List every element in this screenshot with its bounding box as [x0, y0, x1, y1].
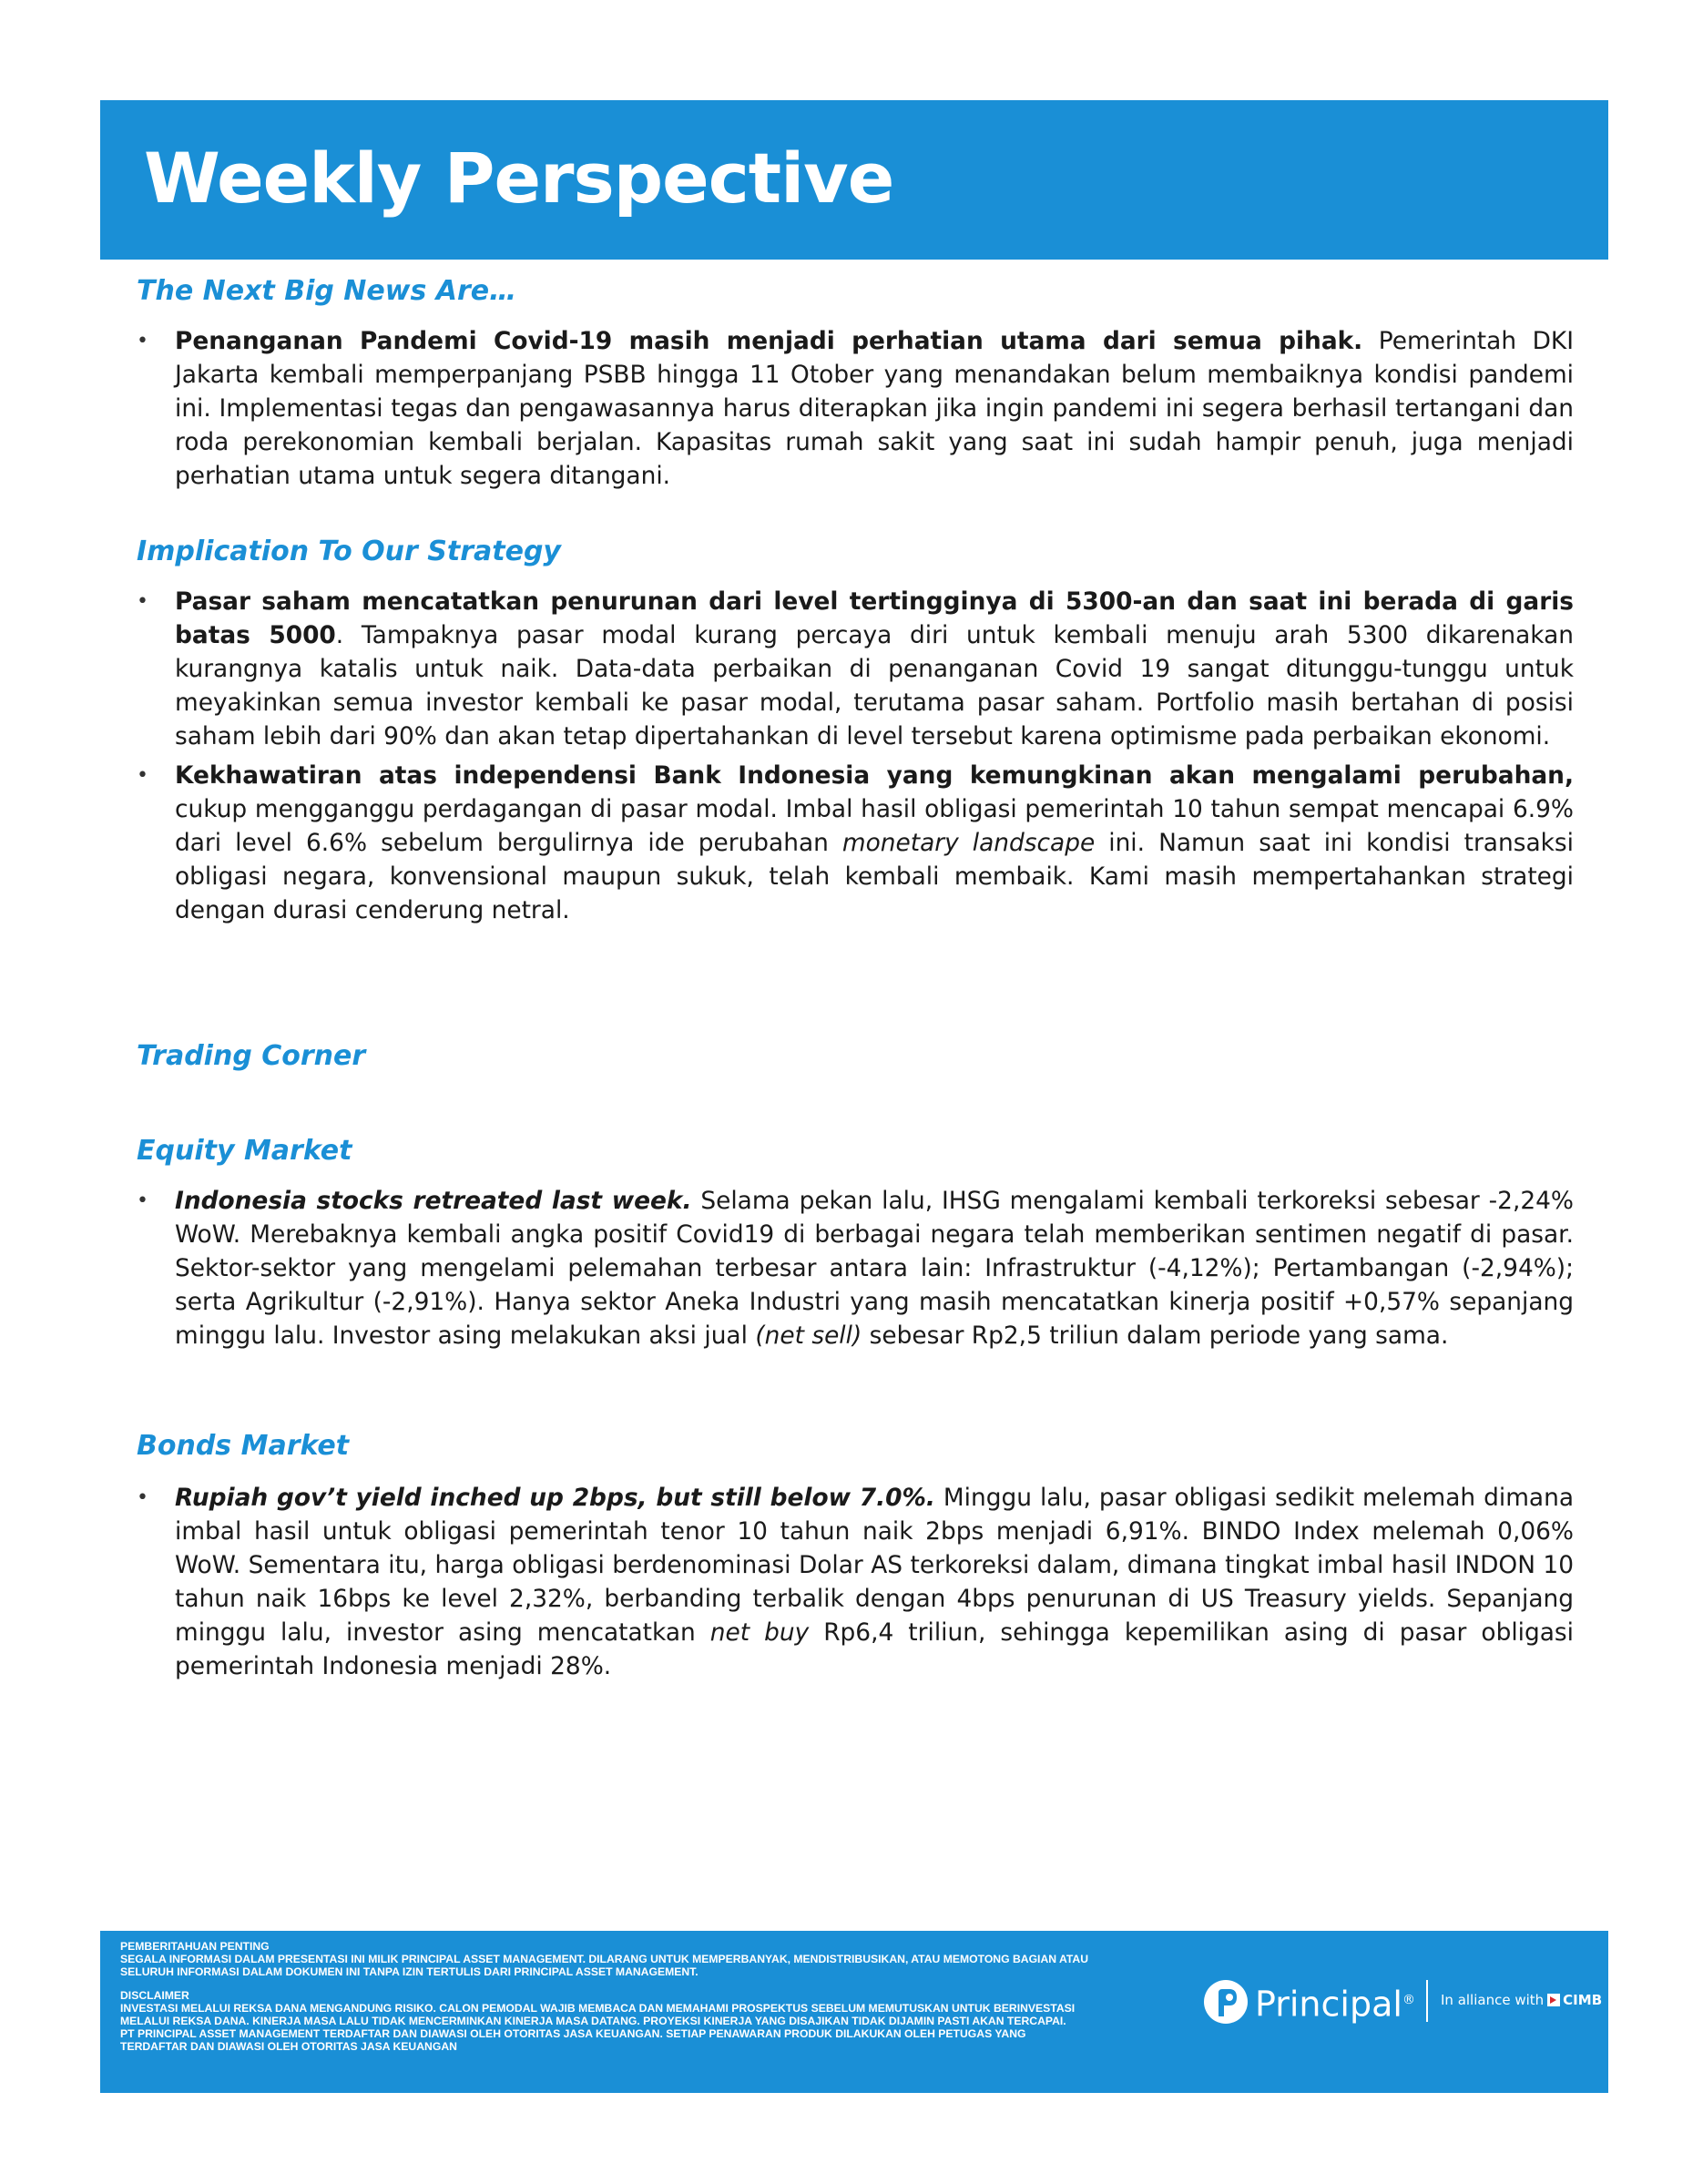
bullet-text: cukup mengganggu perdagangan di pasar modal. Imbal hasil obligasi pemerintah 10 tahun sempat mencapai 6.9% dari level 6.6% sebelum bergulirnya ide perubahan: [175, 795, 1574, 857]
bullet-italic-term: (net sell): [755, 1322, 862, 1350]
heading-next-big-news: The Next Big News Are…: [137, 275, 517, 307]
heading-implication: Implication To Our Strategy: [137, 536, 561, 567]
bullet-text: . Tampaknya pasar modal kurang percaya diri untuk kembali menuju arah 5300 dikarenakan kurangnya katalis untuk naik. Data-data perbaikan di penanganan Covid 19 sangat ditunggu-tunggu untuk meyakinkan semua investor kembali ke pasar modal, terutama pasar saham. Portfolio masih bertahan di posisi saham lebih dari 90% dan akan tetap dipertahankan di level tersebut karena optimisme pada perbaikan ekonomi.: [175, 621, 1574, 750]
alliance-note: [1441, 1991, 1602, 2009]
bullet-text: sebesar Rp2,5 triliun dalam periode yang sama.: [862, 1322, 1449, 1350]
disclaimer-line: PT PRINCIPAL ASSET MANAGEMENT TERDAFTAR DAN DIAWASI OLEH OTORITAS JASA KEUANGAN. SETIAP PENAWARAN PRODUK DILAKUKAN OLEH PETUGAS YANG: [120, 2027, 1026, 2040]
bullet-italic-term: monetary landscape: [841, 829, 1096, 857]
list-item: [137, 585, 1574, 753]
bullet-bold-lead: Indonesia stocks retreated last week.: [175, 1187, 692, 1215]
cimb-text: CIMB: [1563, 1992, 1603, 2008]
disclaimer-title: DISCLAIMER: [120, 1989, 189, 2002]
bullet-text: Pemerintah DKI Jakarta kembali memperpanjang PSBB hingga 11 Otober yang menandakan belum membaiknya kondisi pandemi ini. Implementasi tegas dan pengawasannya harus diterapkan jika ingin pandemi ini segera berhasil tertangani dan roda perekonomian kembali berjalan. Kapasitas rumah sakit yang saat ini sudah hampir penuh, juga menjadi perhatian utama untuk segera ditangani.: [175, 327, 1574, 490]
disclaimer-line: MELALUI REKSA DANA. KINERJA MASA LALU TIDAK MENCERMINKAN KINERJA MASA DATANG. PROYEKSI KINERJA YANG DISAJIKAN TIDAK DIJAMIN PASTI AKAN TERCAPAI.: [120, 2015, 1066, 2027]
logo-text: Principal: [1255, 1984, 1402, 2025]
list-item: [137, 1184, 1574, 1352]
header-banner: [100, 100, 1608, 260]
implication-list: [137, 585, 1574, 927]
principal-mark-icon: [1202, 1978, 1249, 2026]
footer-banner: [100, 1931, 1608, 2093]
page-title: Weekly Perspective: [144, 138, 894, 219]
heading-trading-corner: Trading Corner: [137, 1040, 366, 1072]
list-item: [137, 1481, 1574, 1683]
heading-equity-market: Equity Market: [137, 1135, 352, 1167]
disclaimer-line: TERDAFTAR DAN DIAWASI OLEH OTORITAS JASA KEUANGAN: [120, 2040, 457, 2053]
cimb-mark-icon: [1547, 1994, 1560, 2006]
bullet-bold-lead: Pasar saham mencatatkan penurunan dari level tertingginya di 5300-an dan saat ini berada di garis batas 5000: [175, 587, 1574, 649]
list-item: [137, 759, 1574, 927]
alliance-text: In alliance with: [1441, 1992, 1545, 2008]
bullet-bold-lead: Rupiah gov’t yield inched up 2bps, but still below 7.0%.: [175, 1484, 935, 1512]
notice-line: SEGALA INFORMASI DALAM PRESENTASI INI MILIK PRINCIPAL ASSET MANAGEMENT. DILARANG UNTUK MEMPERBANYAK, MENDISTRIBUSIKAN, ATAU MEMOTONG BAGIAN ATAU: [120, 1953, 1089, 1965]
bullet-italic-term: net buy: [709, 1618, 810, 1647]
heading-bonds-market: Bonds Market: [137, 1430, 350, 1462]
legal-notice: [120, 1940, 1231, 2053]
list-item: [137, 324, 1574, 493]
bullet-text: Rp6,4 triliun, sehingga kepemilikan asing di pasar obligasi pemerintah Indonesia menjadi 28%.: [175, 1618, 1574, 1680]
logo-divider: [1426, 1980, 1428, 2022]
next-big-news-list: [137, 324, 1574, 493]
notice-line: SELURUH INFORMASI DALAM DOKUMEN INI TANPA IZIN TERTULIS DARI PRINCIPAL ASSET MANAGEMENT.: [120, 1965, 699, 1978]
logo-registered: ®: [1402, 1993, 1415, 2007]
bullet-text: ini. Namun saat ini kondisi transaksi obligasi negara, konvensional maupun sukuk, telah kembali membaik. Kami masih mempertahankan strategi dengan durasi cenderung netral.: [175, 829, 1574, 924]
disclaimer-line: INVESTASI MELALUI REKSA DANA MENGANDUNG RISIKO. CALON PEMODAL WAJIB MEMBACA DAN MEMAHAMI PROSPEKTUS SEBELUM MEMUTUSKAN UNTUK BERINVESTASI: [120, 2002, 1076, 2015]
bullet-bold-lead: Kekhawatiran atas independensi Bank Indonesia yang kemungkinan akan mengalami perubahan,: [175, 761, 1574, 790]
principal-wordmark: [1255, 1980, 1415, 2025]
bullet-bold-lead: Penanganan Pandemi Covid-19 masih menjadi perhatian utama dari semua pihak.: [175, 327, 1363, 355]
bullet-text: Selama pekan lalu, IHSG mengalami kembali terkoreksi sebesar -2,24% WoW. Merebaknya kembali angka positif Covid19 di berbagai negara telah memberikan sentimen negatif di pasar. Sektor-sektor yang mengelami pelemahan terbesar antara lain: Infrastruktur (-4,12%); Pertambangan (-2,94%); serta Agrikultur (-2,91%). Hanya sektor Aneka Industri yang masih mencatatkan kinerja positif +0,57% sepanjang minggu lalu. Investor asing melakukan aksi jual: [175, 1187, 1574, 1350]
bullet-text: Minggu lalu, pasar obligasi sedikit melemah dimana imbal hasil untuk obligasi pemerintah tenor 10 tahun naik 2bps menjadi 6,91%. BINDO Index melemah 0,06% WoW. Sementara itu, harga obligasi berdenominasi Dolar AS terkoreksi dalam, dimana tingkat imbal hasil INDON 10 tahun naik 16bps ke level 2,32%, berbanding terbalik dengan 4bps penurunan di US Treasury yields. Sepanjang minggu lalu, investor asing mencatatkan: [175, 1484, 1574, 1647]
equity-list: [137, 1184, 1574, 1352]
principal-logo: [1202, 1976, 1603, 2031]
bonds-list: [137, 1481, 1574, 1683]
notice-title: PEMBERITAHUAN PENTING: [120, 1940, 270, 1953]
